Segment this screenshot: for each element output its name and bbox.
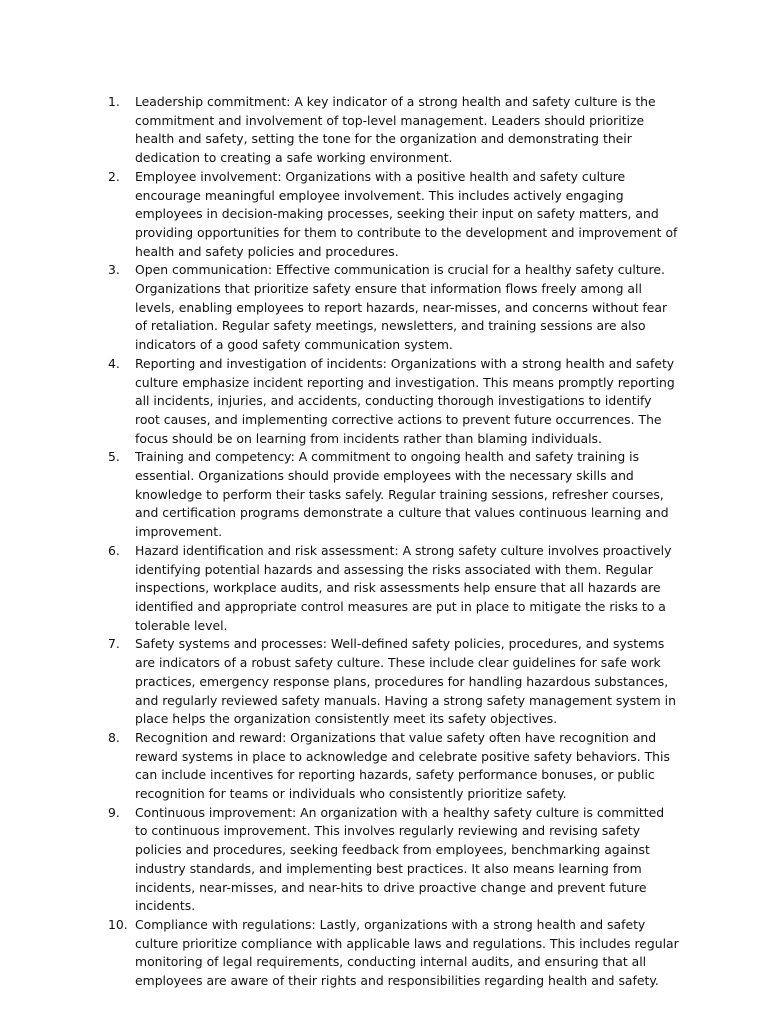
list-item-text: Leadership commitment: A key indicator of a strong health and safety culture is the commitment and involvement of top-level management. Leaders should prioritize health and safety, setting the tone for the organization and demonstrating their dedication to creating a safe working environment. <box>135 94 656 166</box>
list-item <box>108 916 680 991</box>
list-item <box>108 93 680 168</box>
list-item <box>108 804 680 916</box>
list-item-text: Recognition and reward: Organizations that value safety often have recognition and reward systems in place to acknowledge and celebrate positive safety behaviors. This can include incentives for reporting hazards, safety performance bonuses, or public recognition for teams or individuals who consistently prioritize safety. <box>135 729 670 802</box>
list-item <box>108 635 680 729</box>
list-item-text: Hazard identification and risk assessment: A strong safety culture involves proactively identifying potential hazards and assessing the risks associated with them. Regular inspections, workplace audits, and risk assessments help ensure that all hazards are identified and appropriate control measures are put in place to mitigate the risks to a tolerable level. <box>135 542 672 633</box>
list-item <box>108 542 680 636</box>
list-item <box>108 729 680 804</box>
list-item-number: 1. <box>108 94 120 109</box>
list-item-number: 8. <box>108 729 120 745</box>
list-item <box>108 355 680 449</box>
list-item-number: 4. <box>108 355 120 371</box>
list-item-text: Safety systems and processes: Well-defined safety policies, procedures, and systems are indicators of a robust safety culture. These include clear guidelines for safe work practices, emergency response plans, procedures for handling hazardous substances, and regularly reviewed safety manuals. Having a strong safety management system in place helps the organization consistently meet its safety objectives. <box>135 636 676 727</box>
list-item-number: 6. <box>108 542 120 558</box>
list-item-text: Continuous improvement: An organization with a healthy safety culture is committed to continuous improvement. This involves regularly reviewing and revising safety policies and procedures, seeking feedback from employees, benchmarking against industry standards, and implementing best practices. It also means learning from incidents, near-misses, and near-hits to drive proactive change and prevent future incidents. <box>135 804 665 914</box>
list-item-number: 9. <box>108 804 120 820</box>
list-item <box>108 261 680 355</box>
list-item <box>108 448 680 542</box>
list-item-number: 7. <box>108 636 120 652</box>
list-item-text: Reporting and investigation of incidents: Organizations with a strong health and safety culture emphasize incident reporting and investigation. This means promptly reporting all incidents, injuries, and accidents, conducting thorough investigations to identify root causes, and implementing corrective actions to prevent future occurrences. The focus should be on learning from incidents rather than blaming individuals. <box>135 355 675 446</box>
numbered-list <box>108 93 680 991</box>
list-item <box>108 168 680 262</box>
list-item-number: 3. <box>108 262 120 278</box>
list-item-text: Training and competency: A commitment to ongoing health and safety training is essential. Organizations should provide employees with the necessary skills and knowledge to perform their tasks safely. Regular training sessions, refresher courses, and certification programs demonstrate a culture that values continuous learning and improvement. <box>135 449 669 540</box>
list-item-text: Employee involvement: Organizations with a positive health and safety culture encourage meaningful employee involvement. This includes actively engaging employees in decision-making processes, seeking their input on safety matters, and providing opportunities for them to contribute to the development and improvement of health and safety policies and procedures. <box>135 168 678 259</box>
list-item-number: 5. <box>108 449 120 465</box>
list-item-number: 10. <box>108 916 128 932</box>
list-item-number: 2. <box>108 168 120 184</box>
list-item-text: Open communication: Effective communication is crucial for a healthy safety culture. Organizations that prioritize safety ensure that information flows freely among all levels, enabling employees to report hazards, near-misses, and concerns without fear of retaliation. Regular safety meetings, newsletters, and training sessions are also indicators of a good safety communication system. <box>135 262 668 353</box>
list-item-text: Compliance with regulations: Lastly, organizations with a strong health and safety culture prioritize compliance with applicable laws and regulations. This includes regular monitoring of legal requirements, conducting internal audits, and ensuring that all employees are aware of their rights and responsibilities regarding health and safety. <box>135 916 679 989</box>
